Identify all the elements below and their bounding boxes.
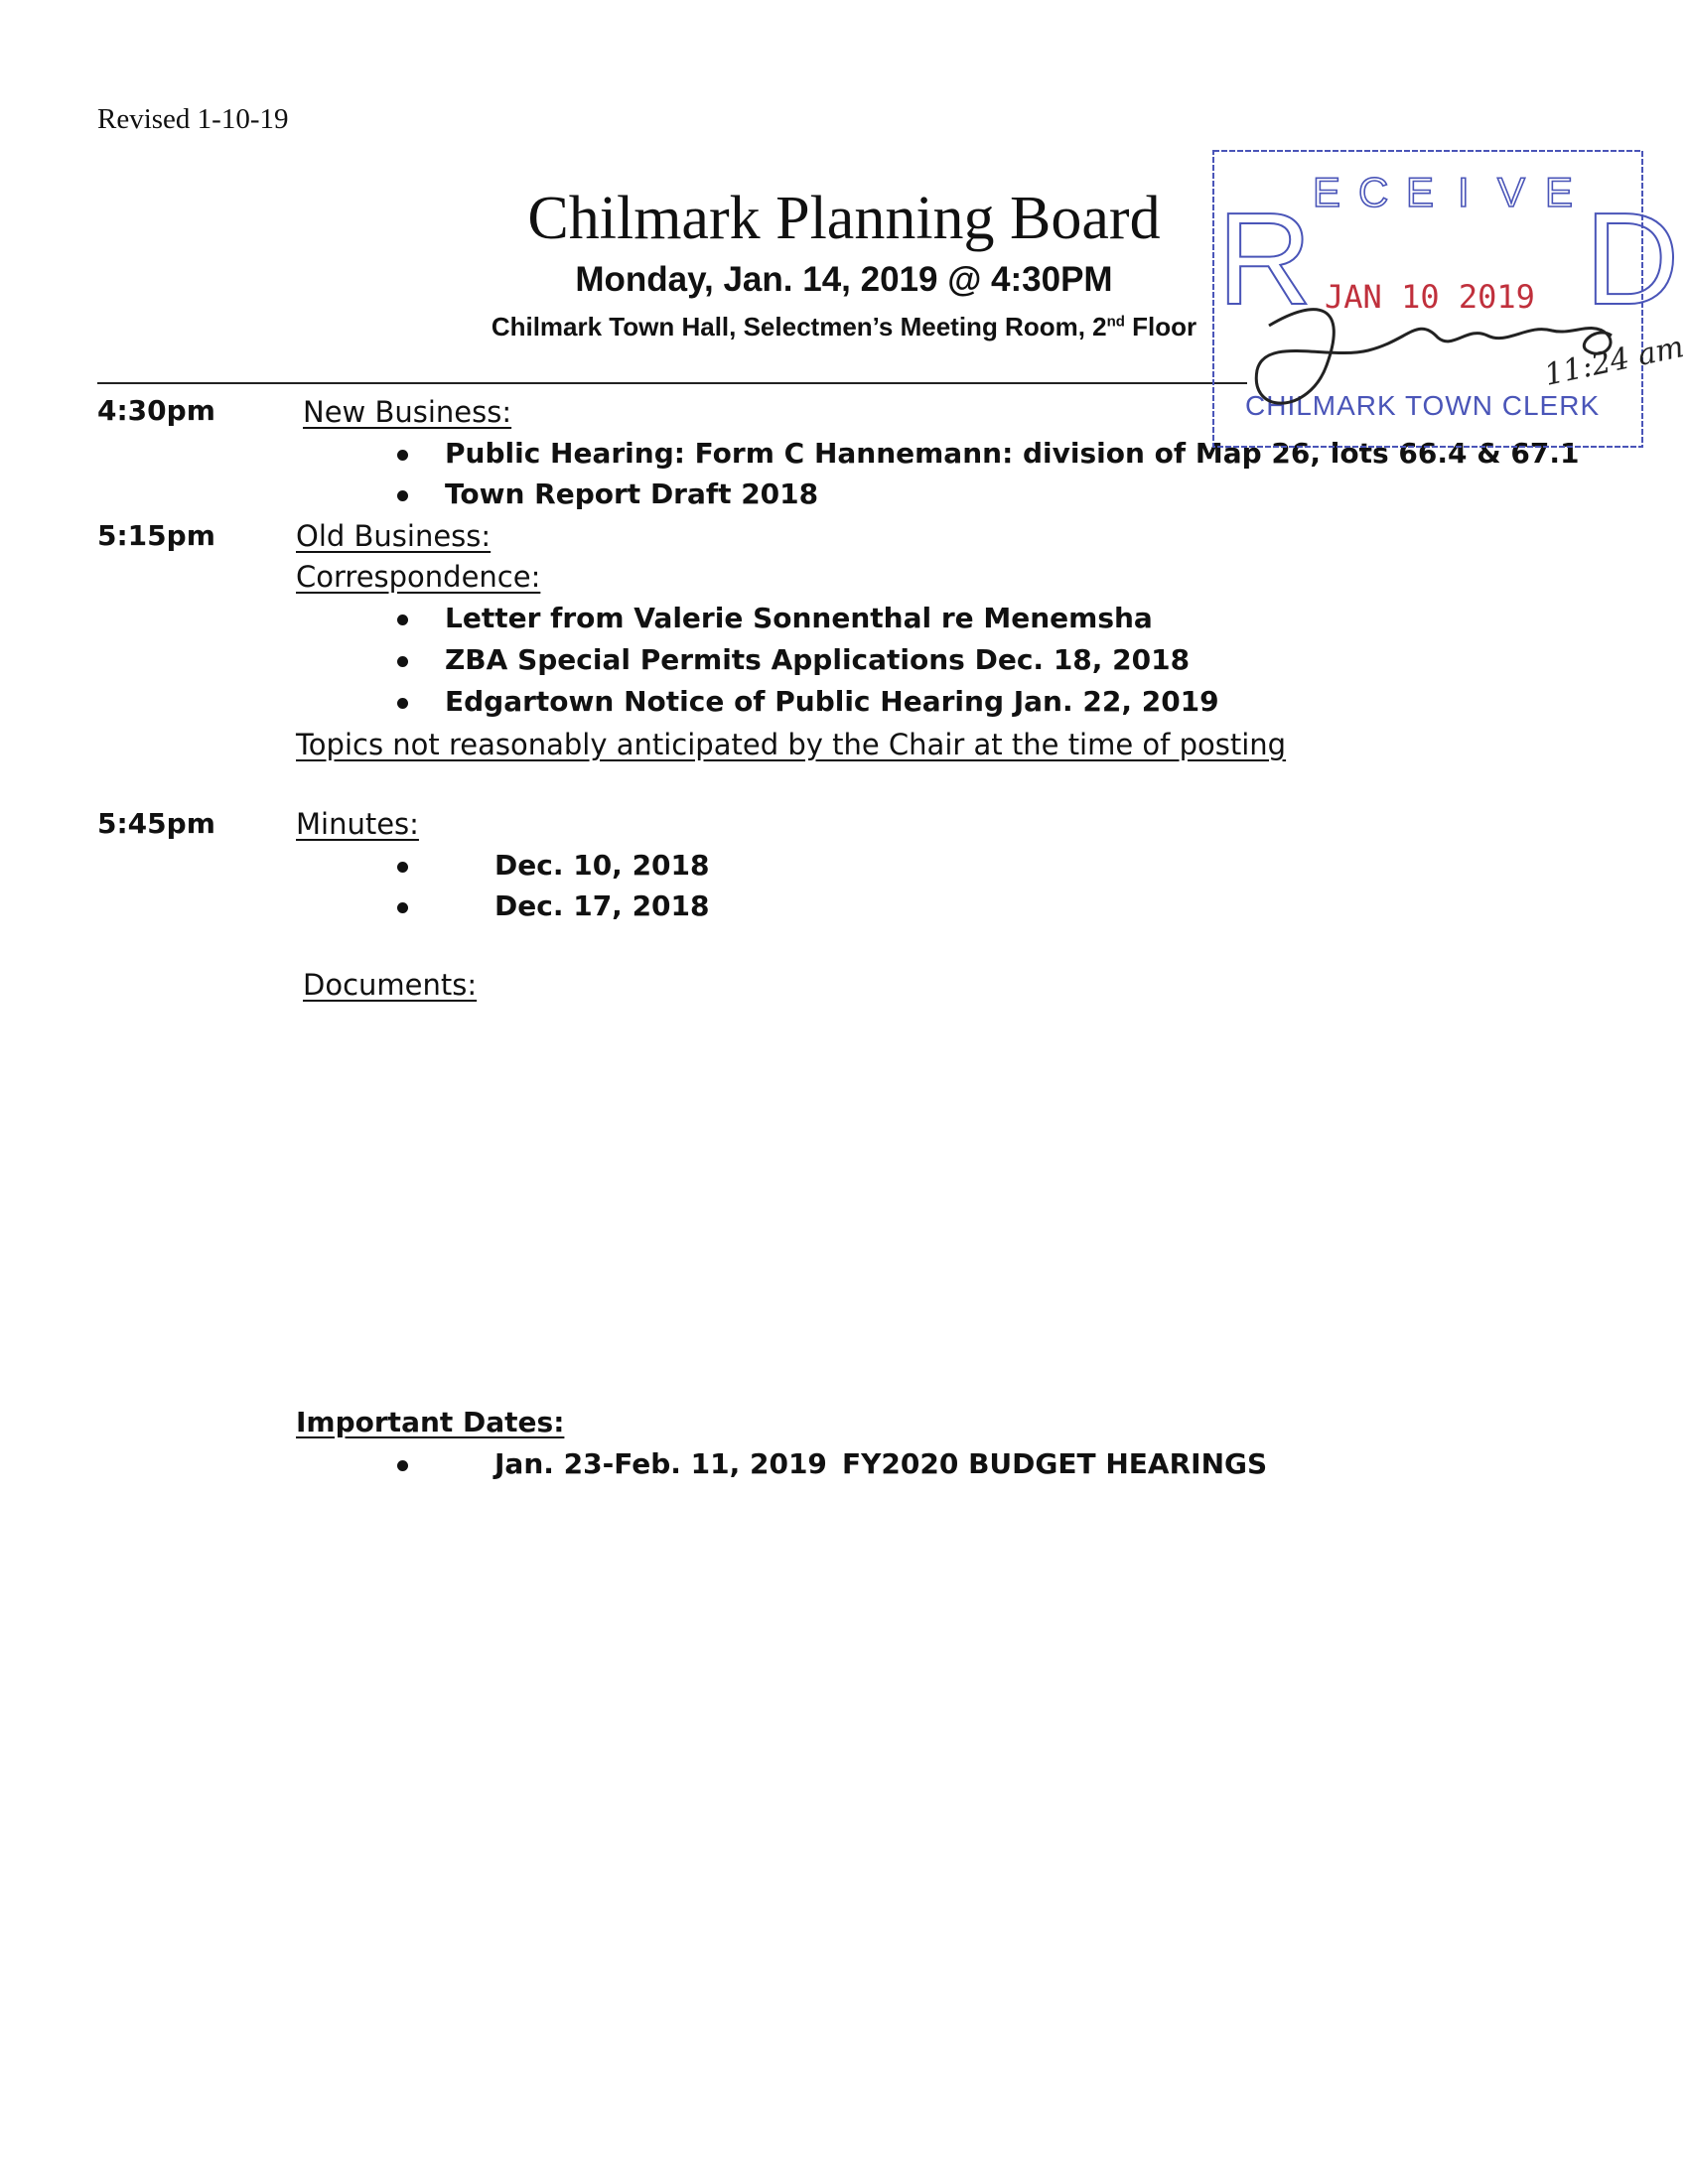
date-range: Jan. 23-Feb. 11, 2019 (494, 1447, 827, 1480)
signature-time-note: 11:24 am (1541, 329, 1687, 393)
revised-note: Revised 1-10-19 (97, 103, 289, 135)
list-item: Town Report Draft 2018 (445, 478, 819, 510)
stamp-date: JAN 10 2019 (1325, 278, 1535, 316)
bullet (397, 614, 408, 625)
location-ordinal: nd (1106, 313, 1125, 331)
stamp-letter: V (1497, 169, 1526, 215)
date-event: FY2020 BUDGET HEARINGS (842, 1447, 1268, 1480)
bullet (397, 698, 408, 709)
important-dates-heading: Important Dates: (296, 1406, 565, 1438)
list-item: Edgartown Notice of Public Hearing Jan. 22, 2019 (445, 685, 1219, 718)
list-item: ZBA Special Permits Applications Dec. 18, 2018 (445, 643, 1191, 676)
stamp-graphic (1209, 147, 1687, 451)
documents-heading: Documents: (303, 968, 478, 1002)
topics-note: Topics not reasonably anticipated by the Chair at the time of posting (296, 728, 1287, 761)
list-item: Public Hearing: Form C Hannemann: division of Map 26, lots 66.4 & 67.1 (445, 437, 1580, 470)
meeting-date: Monday, Jan. 14, 2019 @ 4:30PM (575, 260, 1113, 299)
page-title: Chilmark Planning Board (527, 185, 1161, 252)
time-515: 5:15pm (97, 519, 215, 552)
new-business-heading: New Business: (303, 395, 512, 429)
location-text: Chilmark Town Hall, Selectmen’s Meeting Room, 2 (491, 312, 1107, 341)
stamp-clerk: CHILMARK TOWN CLERK (1245, 390, 1601, 421)
bullet (397, 1460, 408, 1471)
bullet (397, 656, 408, 667)
header-divider (97, 382, 1247, 384)
time-430: 4:30pm (97, 394, 215, 427)
received-stamp (1209, 147, 1687, 451)
stamp-letter: E (1545, 169, 1574, 215)
stamp-letter: C (1358, 169, 1389, 215)
bullet (397, 450, 408, 461)
list-item: Dec. 17, 2018 (494, 889, 710, 922)
bullet (397, 902, 408, 913)
stamp-letter-r: R (1217, 186, 1313, 332)
minutes-heading: Minutes: (296, 807, 419, 841)
location-floor: Floor (1124, 312, 1197, 341)
correspondence-heading: Correspondence: (296, 560, 541, 594)
list-item: Letter from Valerie Sonnenthal re Menemsha (445, 602, 1153, 634)
bullet (397, 862, 408, 873)
stamp-letter: E (1313, 169, 1341, 215)
stamp-letter-d: D (1585, 186, 1680, 332)
time-545: 5:45pm (97, 807, 215, 840)
stamp-letter: I (1458, 169, 1470, 215)
stamp-letter: E (1406, 169, 1435, 215)
list-item: Dec. 10, 2018 (494, 849, 710, 882)
bullet (397, 490, 408, 501)
old-business-heading: Old Business: (296, 519, 492, 553)
